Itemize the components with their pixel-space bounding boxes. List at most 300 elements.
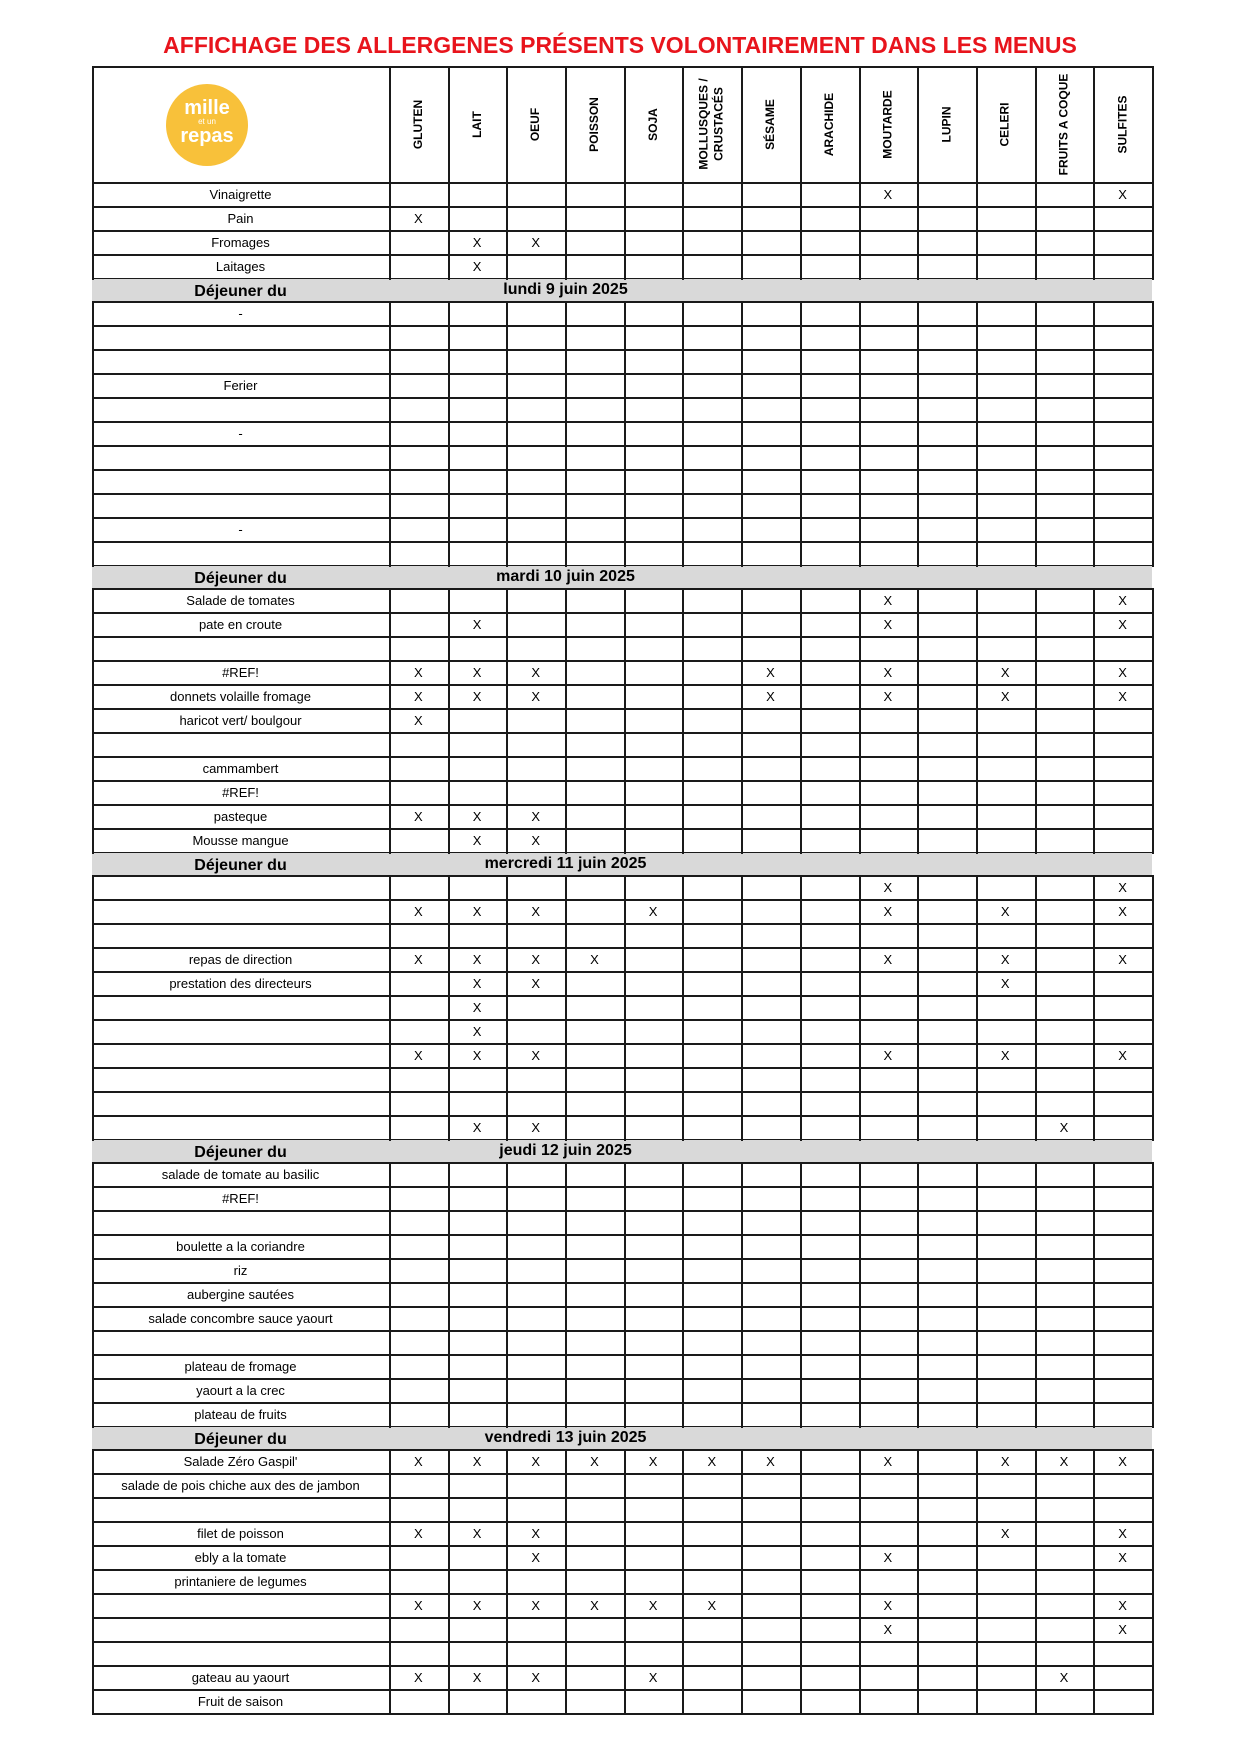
allergen-header [859, 66, 918, 182]
column-divider [976, 1162, 978, 1428]
column-divider [859, 182, 861, 280]
allergen-mark: X [590, 1598, 599, 1613]
allergen-mark: X [414, 1670, 423, 1685]
dish-name [92, 325, 389, 349]
allergen-mark: X [883, 617, 893, 632]
allergen-mark: X [414, 1454, 423, 1469]
allergen-header [1093, 66, 1152, 182]
allergen-header-label: CELERI [997, 101, 1012, 147]
allergen-mark: X [648, 1454, 658, 1469]
dish-name: salade de tomate au basilic [161, 1167, 320, 1182]
section-date: lundi 9 juin 2025 [503, 281, 628, 298]
column-divider [800, 588, 802, 854]
section-label: Déjeuner du [194, 570, 287, 587]
allergen-mark: X [472, 833, 482, 848]
column-divider [624, 301, 626, 567]
allergen-mark: X [472, 1526, 482, 1541]
dish-name: - [238, 522, 243, 537]
dish-name [92, 636, 389, 660]
column-divider [976, 1449, 978, 1715]
allergen-header-label: SÉSAME [762, 98, 777, 150]
column-divider [976, 301, 978, 567]
column-divider [506, 66, 508, 184]
dish-name: Fromages [211, 235, 270, 250]
column-divider [624, 1449, 626, 1715]
dish-name: #REF! [222, 785, 259, 800]
allergen-mark: X [766, 665, 775, 680]
allergen-mark: X [414, 689, 423, 704]
section-label: Déjeuner du [194, 283, 287, 300]
allergen-mark: X [883, 1598, 893, 1613]
column-divider [682, 301, 684, 567]
column-divider [1035, 875, 1037, 1141]
column-divider [92, 875, 94, 1141]
column-divider [506, 1449, 508, 1715]
allergen-mark: X [472, 1000, 482, 1015]
allergen-mark: X [414, 713, 423, 728]
allergen-mark: X [1118, 1550, 1127, 1565]
column-divider [1152, 588, 1154, 854]
section-date: mercredi 11 juin 2025 [484, 855, 647, 872]
dish-name [92, 1210, 389, 1234]
column-divider [976, 588, 978, 854]
dish-name: repas de direction [188, 952, 293, 967]
allergen-mark: X [472, 235, 482, 250]
column-divider [917, 182, 919, 280]
allergen-mark: X [472, 665, 482, 680]
column-divider [92, 66, 94, 184]
allergen-mark: X [883, 880, 893, 895]
section-date: jeudi 12 juin 2025 [499, 1142, 632, 1159]
dish-name [92, 875, 389, 899]
company-logo [166, 84, 248, 166]
allergen-mark: X [531, 689, 541, 704]
dish-name [92, 1091, 389, 1115]
allergen-mark: X [883, 665, 893, 680]
column-divider [565, 301, 567, 567]
dish-name: - [238, 426, 243, 441]
dish-name: Salade Zéro Gaspil' [183, 1454, 298, 1469]
section-date: vendredi 13 juin 2025 [484, 1429, 647, 1446]
dish-name: salade concombre sauce yaourt [148, 1311, 333, 1326]
allergen-mark: X [531, 1048, 541, 1063]
column-divider [976, 182, 978, 280]
column-divider [624, 875, 626, 1141]
column-divider [448, 182, 450, 280]
column-divider [506, 301, 508, 567]
dish-name [92, 469, 389, 493]
column-divider [448, 1449, 450, 1715]
allergen-header [1035, 66, 1094, 182]
allergen-mark: X [531, 1598, 541, 1613]
dish-name [92, 1593, 389, 1617]
column-divider [859, 875, 861, 1141]
section-label: Déjeuner du [194, 1144, 287, 1161]
column-divider [917, 66, 919, 184]
allergen-mark: X [707, 1454, 717, 1469]
allergen-mark: X [414, 904, 423, 919]
dish-name: plateau de fruits [194, 1407, 287, 1422]
dish-name: Salade de tomates [186, 593, 295, 608]
column-divider [1093, 588, 1095, 854]
dish-name: yaourt a la crec [196, 1383, 285, 1398]
allergen-mark: X [1000, 952, 1010, 967]
dish-name: aubergine sautées [187, 1287, 294, 1302]
allergen-mark: X [414, 665, 423, 680]
allergen-mark: X [1118, 1622, 1127, 1637]
column-divider [506, 1162, 508, 1428]
allergen-mark: X [883, 689, 893, 704]
allergen-mark: X [531, 1120, 541, 1135]
column-divider [682, 182, 684, 280]
allergen-header [624, 66, 683, 182]
allergen-mark: X [1000, 1454, 1010, 1469]
dish-name: filet de poisson [197, 1526, 284, 1541]
allergen-header [448, 66, 507, 182]
logo-text-line2: et un [198, 117, 216, 126]
allergen-mark: X [883, 1550, 893, 1565]
dish-name [92, 541, 389, 565]
dish-name: donnets volaille fromage [170, 689, 311, 704]
column-divider [1093, 1162, 1095, 1428]
column-divider [800, 1449, 802, 1715]
dish-name [92, 1497, 389, 1521]
allergen-mark: X [472, 689, 482, 704]
column-divider [1152, 1449, 1154, 1715]
allergen-mark: X [472, 617, 482, 632]
allergen-header-label: POISSON [586, 96, 601, 152]
allergen-mark: X [472, 952, 482, 967]
allergen-mark: X [1118, 617, 1127, 632]
column-divider [624, 66, 626, 184]
dish-name: salade de pois chiche aux des de jambon [121, 1478, 360, 1493]
allergen-mark: X [1000, 1526, 1010, 1541]
allergen-mark: X [472, 1670, 482, 1685]
column-divider [92, 588, 94, 854]
section-label: Déjeuner du [194, 1431, 287, 1448]
allergen-mark: X [1000, 1048, 1010, 1063]
column-divider [917, 588, 919, 854]
allergen-mark: X [531, 1454, 541, 1469]
column-divider [1035, 301, 1037, 567]
allergen-mark: X [1059, 1670, 1069, 1685]
allergen-mark: X [414, 1598, 423, 1613]
column-divider [565, 1162, 567, 1428]
column-divider [389, 1449, 391, 1715]
dish-name [92, 732, 389, 756]
column-divider [800, 66, 802, 184]
allergen-mark: X [1059, 1120, 1069, 1135]
column-divider [859, 1449, 861, 1715]
column-divider [1093, 66, 1095, 184]
dish-name: #REF! [222, 665, 259, 680]
dish-name: prestation des directeurs [169, 976, 312, 991]
allergen-mark: X [1118, 1526, 1127, 1541]
allergen-header [917, 66, 976, 182]
allergen-header [976, 66, 1035, 182]
dish-name: - [238, 306, 243, 321]
section-label: Déjeuner du [194, 857, 287, 874]
column-divider [800, 1162, 802, 1428]
column-divider [859, 301, 861, 567]
allergen-mark: X [883, 1048, 893, 1063]
column-divider [1093, 1449, 1095, 1715]
allergen-mark: X [883, 187, 893, 202]
allergen-mark: X [1000, 904, 1010, 919]
allergen-mark: X [590, 952, 599, 967]
allergen-mark: X [1000, 976, 1010, 991]
allergen-mark: X [472, 1120, 482, 1135]
dish-name [92, 1043, 389, 1067]
column-divider [565, 1449, 567, 1715]
allergen-mark: X [883, 952, 893, 967]
column-divider [506, 588, 508, 854]
column-divider [1035, 1162, 1037, 1428]
column-divider [389, 1162, 391, 1428]
dish-name: ebly a la tomate [194, 1550, 287, 1565]
column-divider [741, 875, 743, 1141]
allergen-mark: X [531, 809, 541, 824]
dish-name: Laitages [215, 259, 266, 274]
column-divider [448, 1162, 450, 1428]
dish-name [92, 923, 389, 947]
allergen-mark: X [1118, 904, 1127, 919]
allergen-mark: X [472, 259, 482, 274]
column-divider [92, 301, 94, 567]
column-divider [917, 301, 919, 567]
dish-name: Ferier [223, 378, 258, 393]
column-divider [859, 66, 861, 184]
allergen-header-label: MOUTARDE [880, 89, 895, 159]
column-divider [565, 588, 567, 854]
allergen-mark: X [883, 593, 893, 608]
dish-name [92, 349, 389, 373]
column-divider [976, 66, 978, 184]
allergen-mark: X [766, 1454, 775, 1469]
allergen-mark: X [648, 1598, 658, 1613]
column-divider [565, 875, 567, 1141]
allergen-header [565, 66, 624, 182]
column-divider [389, 182, 391, 280]
allergen-mark: X [531, 952, 541, 967]
dish-name: boulette a la coriandre [176, 1239, 305, 1254]
column-divider [565, 66, 567, 184]
allergen-mark: X [531, 1550, 541, 1565]
column-divider [800, 301, 802, 567]
dish-name: Vinaigrette [209, 187, 272, 202]
column-divider [917, 1162, 919, 1428]
column-divider [1093, 182, 1095, 280]
dish-name: pasteque [213, 809, 268, 824]
allergen-mark: X [648, 1670, 658, 1685]
allergen-mark: X [472, 1598, 482, 1613]
allergen-header-label: SOJA [645, 107, 660, 141]
column-divider [448, 66, 450, 184]
allergen-header-label: OEUF [528, 107, 543, 141]
allergen-mark: X [531, 1670, 541, 1685]
column-divider [448, 875, 450, 1141]
column-divider [506, 875, 508, 1141]
column-divider [741, 301, 743, 567]
allergen-mark: X [531, 235, 541, 250]
allergen-mark: X [883, 1622, 893, 1637]
allergen-mark: X [648, 904, 658, 919]
dish-name [92, 1617, 389, 1641]
column-divider [682, 588, 684, 854]
column-divider [624, 588, 626, 854]
allergen-header [506, 66, 565, 182]
allergen-mark: X [414, 952, 423, 967]
column-divider [1035, 182, 1037, 280]
dish-name: #REF! [222, 1191, 259, 1206]
allergen-mark: X [414, 211, 423, 226]
column-divider [565, 182, 567, 280]
column-divider [448, 301, 450, 567]
column-divider [92, 1449, 94, 1715]
allergen-mark: X [1118, 1048, 1127, 1063]
allergen-mark: X [707, 1598, 717, 1613]
column-divider [741, 1162, 743, 1428]
allergen-header-label: LAIT [469, 110, 484, 138]
column-divider [1152, 66, 1154, 184]
allergen-mark: X [472, 1024, 482, 1039]
allergen-header-label: MOLLUSQUES / CRUSTACÉS [696, 78, 726, 170]
logo-text-line3: repas [180, 125, 234, 147]
dish-name [92, 1067, 389, 1091]
dish-name [92, 1330, 389, 1354]
column-divider [1093, 875, 1095, 1141]
allergen-header [682, 66, 741, 182]
column-divider [448, 588, 450, 854]
dish-name [92, 1019, 389, 1043]
allergen-header-label: GLUTEN [410, 99, 425, 149]
allergen-mark: X [1118, 952, 1127, 967]
allergen-mark: X [1118, 1598, 1127, 1613]
allergen-mark: X [1059, 1454, 1069, 1469]
allergen-mark: X [1118, 593, 1127, 608]
column-divider [800, 182, 802, 280]
column-divider [1152, 1162, 1154, 1428]
dish-name [92, 445, 389, 469]
allergen-mark: X [472, 1454, 482, 1469]
allergen-header-label: FRUITS A COQUE [1056, 73, 1071, 175]
column-divider [389, 66, 391, 184]
allergen-mark: X [472, 904, 482, 919]
column-divider [1035, 66, 1037, 184]
section-date: mardi 10 juin 2025 [496, 568, 635, 585]
column-divider [92, 1162, 94, 1428]
allergen-header-label: LUPIN [939, 106, 954, 142]
allergen-mark: X [1118, 689, 1127, 704]
column-divider [741, 588, 743, 854]
allergen-header [741, 66, 800, 182]
page-title: AFFICHAGE DES ALLERGENES PRÉSENTS VOLONTAIREMENT DANS LES MENUS [163, 32, 1077, 58]
column-divider [389, 301, 391, 567]
column-divider [1152, 182, 1154, 280]
dish-name [92, 397, 389, 421]
allergen-mark: X [531, 833, 541, 848]
column-divider [682, 1449, 684, 1715]
column-divider [1035, 588, 1037, 854]
column-divider [741, 182, 743, 280]
allergen-mark: X [883, 1454, 893, 1469]
dish-name: pate en croute [198, 617, 283, 632]
column-divider [859, 1162, 861, 1428]
allergen-mark: X [531, 665, 541, 680]
allergen-mark: X [1000, 689, 1010, 704]
dish-name: Pain [227, 211, 254, 226]
allergen-mark: X [883, 904, 893, 919]
column-divider [682, 875, 684, 1141]
column-divider [506, 182, 508, 280]
dish-name: haricot vert/ boulgour [179, 713, 302, 728]
column-divider [917, 1449, 919, 1715]
allergen-header-label: SULFITES [1115, 94, 1130, 154]
dish-name [92, 1115, 389, 1139]
allergen-header-label: ARACHIDE [821, 92, 836, 156]
dish-name: cammambert [202, 761, 279, 776]
allergen-mark: X [472, 809, 482, 824]
allergen-mark: X [414, 809, 423, 824]
dish-name: plateau de fromage [184, 1359, 297, 1374]
allergen-mark: X [1118, 187, 1127, 202]
allergen-mark: X [472, 1048, 482, 1063]
allergen-header [389, 66, 448, 182]
column-divider [1152, 301, 1154, 567]
column-divider [741, 66, 743, 184]
column-divider [741, 1449, 743, 1715]
dish-name: riz [233, 1263, 248, 1278]
column-divider [682, 66, 684, 184]
dish-name [92, 899, 389, 923]
allergen-mark: X [414, 1048, 423, 1063]
allergen-mark: X [531, 976, 541, 991]
column-divider [1152, 875, 1154, 1141]
allergen-header [800, 66, 859, 182]
logo-text-line1: mille [184, 97, 230, 119]
column-divider [1035, 1449, 1037, 1715]
allergen-mark: X [531, 904, 541, 919]
dish-name: gateau au yaourt [191, 1670, 290, 1685]
dish-name [92, 493, 389, 517]
column-divider [976, 875, 978, 1141]
column-divider [389, 588, 391, 854]
dish-name: Mousse mangue [192, 833, 289, 848]
allergen-mark: X [766, 689, 775, 704]
allergen-mark: X [1118, 665, 1127, 680]
allergen-mark: X [1118, 880, 1127, 895]
column-divider [389, 875, 391, 1141]
column-divider [859, 588, 861, 854]
column-divider [917, 875, 919, 1141]
column-divider [92, 182, 94, 280]
column-divider [800, 875, 802, 1141]
dish-name: printaniere de legumes [174, 1574, 307, 1589]
column-divider [682, 1162, 684, 1428]
allergen-mark: X [590, 1454, 599, 1469]
allergen-mark: X [1118, 1454, 1127, 1469]
column-divider [624, 1162, 626, 1428]
column-divider [624, 182, 626, 280]
allergen-mark: X [1000, 665, 1010, 680]
dish-name: Fruit de saison [197, 1694, 284, 1709]
row-divider [92, 1713, 1152, 1715]
allergen-mark: X [472, 976, 482, 991]
dish-name [92, 995, 389, 1019]
column-divider [1093, 301, 1095, 567]
allergen-mark: X [414, 1526, 423, 1541]
allergen-mark: X [531, 1526, 541, 1541]
